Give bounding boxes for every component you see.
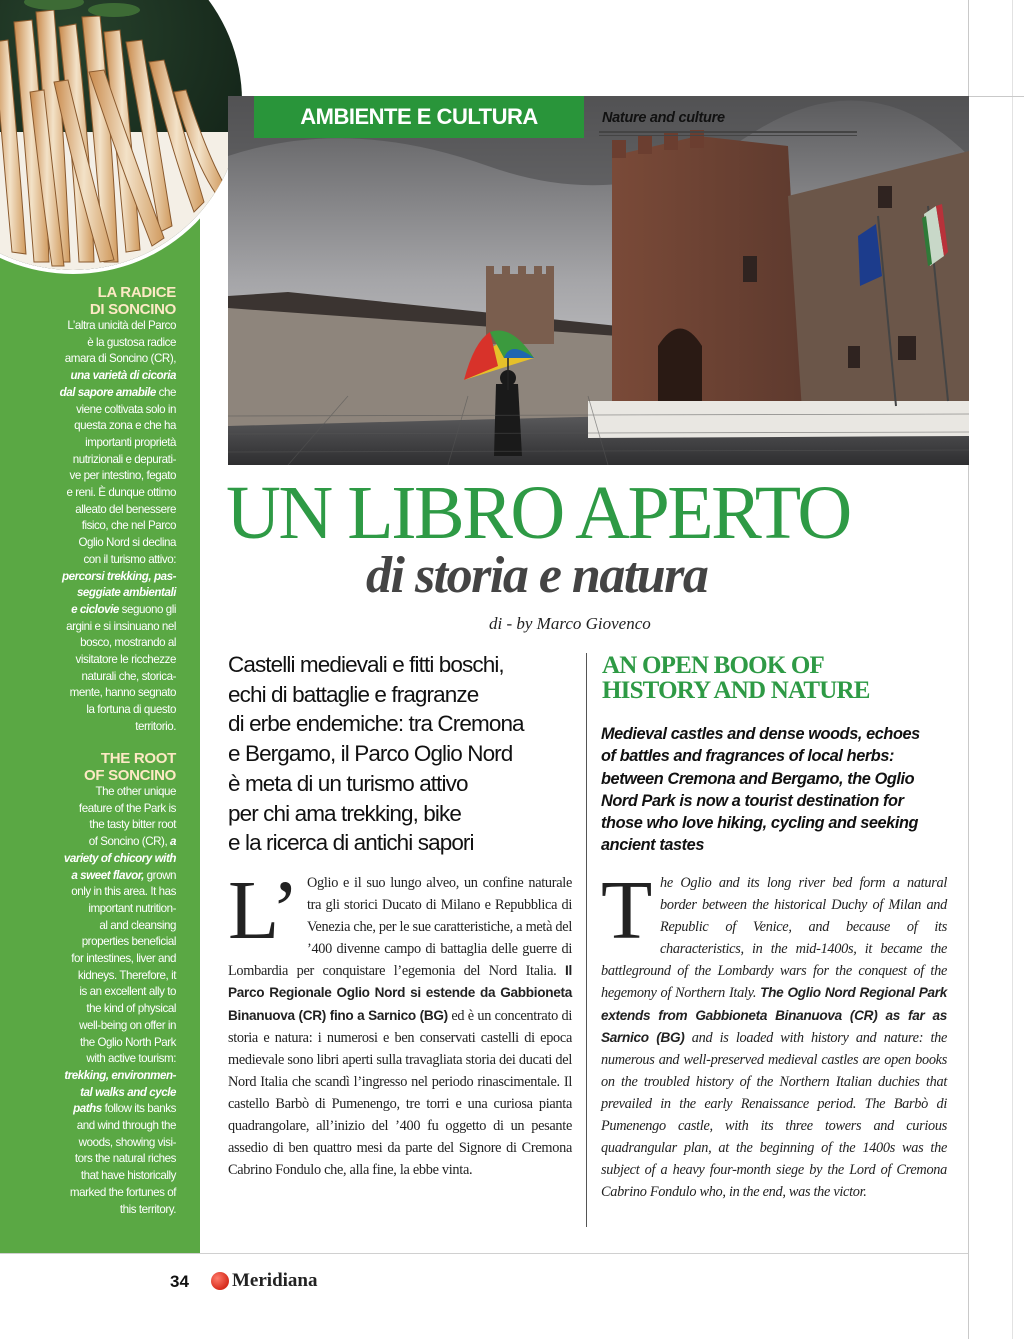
sidebar-bold: seggiate ambientali <box>76 586 176 600</box>
sidebar-line: seguono gli <box>121 602 176 616</box>
sidebar-it-text <box>60 318 176 736</box>
section-tag-en: Nature and culture <box>602 110 725 126</box>
sidebar-line: tors the natural riches <box>74 1152 176 1166</box>
sidebar-line: bosco, mostrando al <box>80 636 176 650</box>
english-title-line: AN OPEN BOOK OF <box>602 652 825 679</box>
castle-photo <box>228 96 969 465</box>
sidebar-it-title-line: DI SONCINO <box>89 301 176 318</box>
lead-line: echi di battaglie e fragranze <box>228 681 479 707</box>
sidebar-bold: paths <box>73 1102 102 1116</box>
page-edge-line <box>968 96 1024 97</box>
sidebar-line: The other unique <box>95 785 176 798</box>
lead-line: per chi ama trekking, bike <box>228 800 461 826</box>
sidebar-line: grown <box>146 868 176 882</box>
lead-line: e Bergamo, il Parco Oglio Nord <box>228 741 513 767</box>
sidebar-line: territorio. <box>135 719 176 733</box>
byline: di - by Marco Giovenco <box>489 614 651 633</box>
sidebar-bold: trekking, environmen- <box>64 1068 176 1082</box>
castle-illustration <box>228 96 969 465</box>
lead-line: Medieval castles and dense woods, echoes <box>601 725 920 743</box>
sidebar-bold: tal walks and cycle <box>80 1085 176 1099</box>
headline-subtitle: di storia e natura <box>366 547 708 604</box>
roots-photo-image <box>0 0 242 270</box>
sidebar-line: è la gustosa radice <box>87 335 176 349</box>
sidebar-line: with active tourism: <box>86 1052 176 1066</box>
tag-rule <box>599 131 857 133</box>
sidebar-line: well-being on offer in <box>79 1018 176 1032</box>
page-edge-line <box>1012 0 1013 1339</box>
sidebar-line: alleato del benessere <box>75 502 176 516</box>
roots-illustration <box>0 0 242 270</box>
sidebar-line: important nutrition- <box>88 901 176 915</box>
sidebar-line: mente, hanno segnato <box>69 686 176 700</box>
sidebar-line: woods, showing visi- <box>78 1135 176 1149</box>
lead-line: Castelli medievali e fitti boschi, <box>228 652 504 677</box>
body-text: ed è un concentrato di storia e natura: i numerosi e ben conservati castelli di epoca medievale sono libri aperti sulla travagliata storia dei ducati del Nord Italia che scandì l’ingresso nel periodo rinascimentale. Il castello Barbò di Pumenengo, tre torri e una curiosa pianta quadrangolare, all’inizio del ’400 fu oggetto di un pesante assedio di ben quattro mesi da parte del Signore di Cremona Cabrino Fondulo che, alla fine, la ebbe vinta. <box>228 1007 573 1179</box>
body-text: and is loaded with history and nature: the numerous and well-preserved medieval castles are open books on the troubled history of the Northern Italian duchies that prevailed in the early Renaissance period. The Barbò di Pumenengo castle, with its three towers and curious quadrangular plan, at the beginning of the 1400s was the subject of a heavy four-month siege by the Lord of Cremona Cabrino Fondulo who, in the end, was the victor. <box>601 1029 948 1201</box>
column-divider <box>586 653 587 1227</box>
section-tag-it: AMBIENTE E CULTURA <box>254 96 584 138</box>
sidebar-line: and wind through the <box>76 1119 176 1133</box>
body-en <box>601 864 948 1203</box>
tag-rule <box>599 135 857 136</box>
sidebar-line: amara di Soncino (CR), <box>64 352 176 366</box>
lead-line: those who love hiking, cycling and seeking <box>601 814 919 833</box>
sidebar-it-title <box>60 284 176 318</box>
sidebar-line: follow its banks <box>104 1102 176 1116</box>
sidebar <box>0 180 200 1253</box>
sidebar-line: questa zona e che ha <box>74 419 176 433</box>
body-text: Oglio e il suo lungo alveo, un confine naturale tra gli storici Ducato di Milano e Repubblica di Venezia che, per le sue caratteristiche, a metà del ’400 divenne campo di battaglia delle guerre di Lombardia per conquistare l’egemonia del Nord Italia. <box>228 875 572 980</box>
sidebar-line: of Soncino (CR), <box>88 835 168 849</box>
sidebar-bold: e ciclovie <box>71 602 119 616</box>
sidebar-line: marked the fortunes of <box>69 1185 176 1199</box>
sidebar-line: that have historically <box>80 1169 176 1183</box>
sidebar-line: feature of the Park is <box>78 801 176 815</box>
sidebar-line: e reni. È dunque ottimo <box>66 486 176 500</box>
sidebar-line: argini e si insinuano nel <box>66 619 176 633</box>
sidebar-line: for intestines, liver and <box>71 952 176 966</box>
sidebar-line: fisico, che nel Parco <box>81 519 176 533</box>
lead-en <box>601 723 963 857</box>
lead-it <box>228 650 578 858</box>
meridiana-logo-icon <box>211 1272 229 1290</box>
lead-line: between Cremona and Bergamo, the Oglio <box>601 769 915 788</box>
english-title <box>602 653 962 703</box>
sidebar-it-box <box>60 284 176 736</box>
sidebar-bold: a sweet flavor, <box>71 868 144 882</box>
dropcap: L’ <box>228 864 299 957</box>
sidebar-line: che <box>158 385 176 399</box>
sidebar-bold: a <box>170 835 176 849</box>
lead-line: e la ricerca di antichi sapori <box>228 830 474 856</box>
sidebar-en-text <box>64 784 176 1218</box>
sidebar-line: the tasty bitter root <box>89 818 176 832</box>
sidebar-line: al and cleansing <box>99 918 176 932</box>
sidebar-en-title <box>64 750 176 784</box>
headline-title: UN LIBRO APERTO <box>226 471 850 555</box>
sidebar-line: ve per intestino, fegato <box>69 469 176 483</box>
sidebar-line: viene coltivata solo in <box>76 402 176 416</box>
sidebar-bold: variety of chicory with <box>63 851 176 865</box>
sidebar-line: kidneys. Therefore, it <box>77 968 176 982</box>
body-bold: Il Parco Regionale Oglio Nord si estende da Gabbioneta Binanuova (CR) fino a Sarnico (BG) <box>228 963 572 1023</box>
sidebar-en-title-line: THE ROOT <box>100 750 176 767</box>
lead-line: ancient tastes <box>601 836 704 855</box>
sidebar-line: the kind of physical <box>86 1002 176 1016</box>
dropcap: T <box>601 864 653 957</box>
sidebar-line: Oglio Nord si declina <box>78 536 176 550</box>
sidebar-it-title-line: LA RADICE <box>97 284 176 301</box>
sidebar-en-title-line: OF SONCINO <box>83 767 176 784</box>
lead-line: è meta di un turismo attivo <box>228 770 468 796</box>
sidebar-line: only in this area. It has <box>71 885 176 899</box>
sidebar-bold: una varietà di cicoria <box>70 369 176 383</box>
sidebar-line: properties beneficial <box>81 935 176 949</box>
sidebar-line: visitatore le ricchezze <box>75 653 176 667</box>
sidebar-line: naturali che, storica- <box>81 669 176 683</box>
meridiana-logo: Meridiana <box>232 1270 318 1291</box>
sidebar-bold: percorsi trekking, pas- <box>61 569 176 583</box>
lead-line: of battles and fragrances of local herbs: <box>601 747 895 766</box>
lead-line: Nord Park is now a tourist destination for <box>601 791 904 810</box>
sidebar-bold: dal sapore amabile <box>59 385 156 399</box>
sidebar-line: this territory. <box>119 1202 176 1216</box>
body-it <box>228 864 573 1181</box>
body-text: he Oglio and its long river bed form a natural border between the historical Duchy of Milan and Republic of Venice, and because of its characteristics, in the mid-1400s, it became the battleground of the Lombardy wars for the conquest of the hegemony of Northern Italy. <box>601 875 947 1002</box>
sidebar-line: the Oglio North Park <box>79 1035 176 1049</box>
english-title-line: HISTORY AND NATURE <box>602 677 870 704</box>
sidebar-line: la fortuna di questo <box>86 703 176 717</box>
sidebar-line: L’altra unicità del Parco <box>67 319 176 332</box>
sidebar-line: con il turismo attivo: <box>83 552 176 566</box>
sidebar-line: nutrizionali e depurati- <box>72 452 176 466</box>
sidebar-line: importanti proprietà <box>85 435 176 449</box>
footer-rule <box>0 1253 968 1254</box>
body-bold: The Oglio Nord Regional Park extends from Gabbioneta Binanuova (CR) as far as Sarnico (BG) <box>601 985 947 1045</box>
page-number: 34 <box>170 1272 189 1291</box>
sidebar-en-box <box>64 750 176 1218</box>
roots-photo <box>0 0 246 274</box>
lead-line: di erbe endemiche: tra Cremona <box>228 711 524 737</box>
sidebar-line: is an excellent ally to <box>79 985 176 999</box>
